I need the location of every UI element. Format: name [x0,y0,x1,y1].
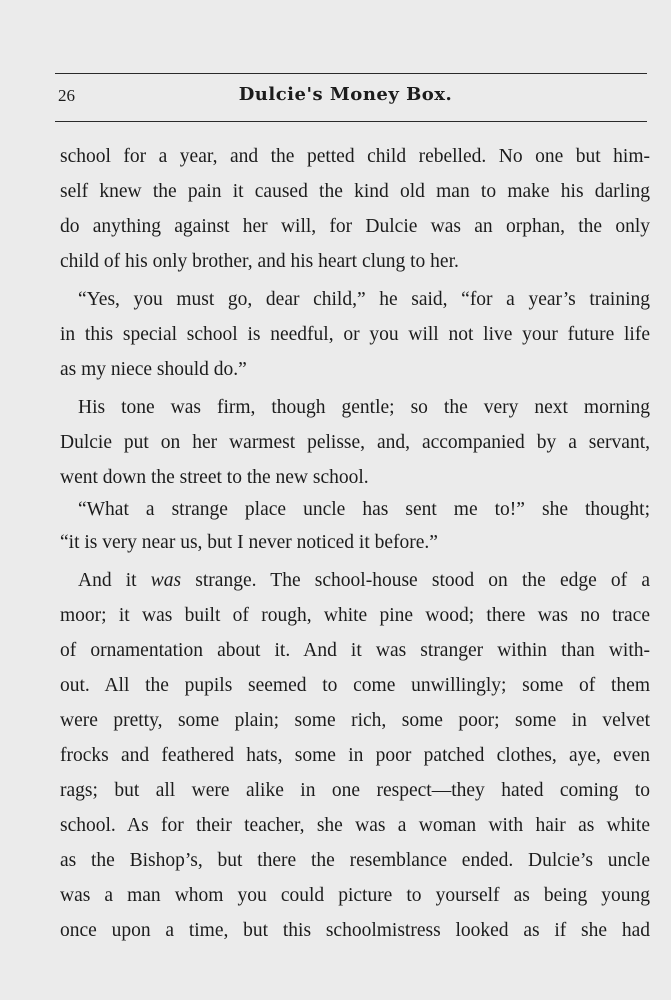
text-line: out. All the pupils seemed to come unwillingly; some of them [60,675,650,696]
text-line: school. As for their teacher, she was a woman with hair as white [60,815,650,836]
text-line: His tone was firm, though gentle; so the very next morning [78,397,650,418]
text-line: “Yes, you must go, dear child,” he said, “for a year’s training [78,289,650,310]
emphasized-word: was [150,570,182,591]
text-line: school for a year, and the petted child rebelled. No one but him- [60,146,650,167]
text-run: And it [78,570,137,591]
text-line: was a man whom you could picture to yourself as being young [60,885,650,906]
text-line: frocks and feathered hats, some in poor patched clothes, aye, even [60,745,650,766]
text-line: “What a strange place uncle has sent me to!” she thought; [78,499,650,520]
text-line: of ornamentation about it. And it was stranger within than with- [60,640,650,661]
text-line: as the Bishop’s, but there the resemblance ended. Dulcie’s uncle [60,850,650,871]
text-line: once upon a time, but this schoolmistress looked as if she had [60,920,650,941]
text-line: in this special school is needful, or you will not live your future life [60,324,650,345]
text-line: went down the street to the new school. [60,467,369,488]
text-line [60,567,650,595]
header-rule-bottom [55,121,647,122]
page-number: 26 [58,86,75,105]
text-line: were pretty, some plain; some rich, some poor; some in velvet [60,710,650,731]
text-line: rags; but all were alike in one respect—they hated coming to [60,780,650,801]
text-line: Dulcie put on her warmest pelisse, and, accompanied by a servant, [60,432,650,453]
text-line: “it is very near us, but I never noticed it before.” [60,532,438,553]
text-line: moor; it was built of rough, white pine wood; there was no trace [60,605,650,626]
running-title: Dulcie's Money Box. [238,84,453,105]
text-line: as my niece should do.” [60,359,247,380]
text-run: strange. The school-house stood on the edge of a [195,570,650,591]
text-line: do anything against her will, for Dulcie was an orphan, the only [60,216,650,237]
text-line: self knew the pain it caused the kind old man to make his darling [60,181,650,202]
text-line: child of his only brother, and his heart clung to her. [60,251,459,272]
header-rule-top [55,73,647,74]
